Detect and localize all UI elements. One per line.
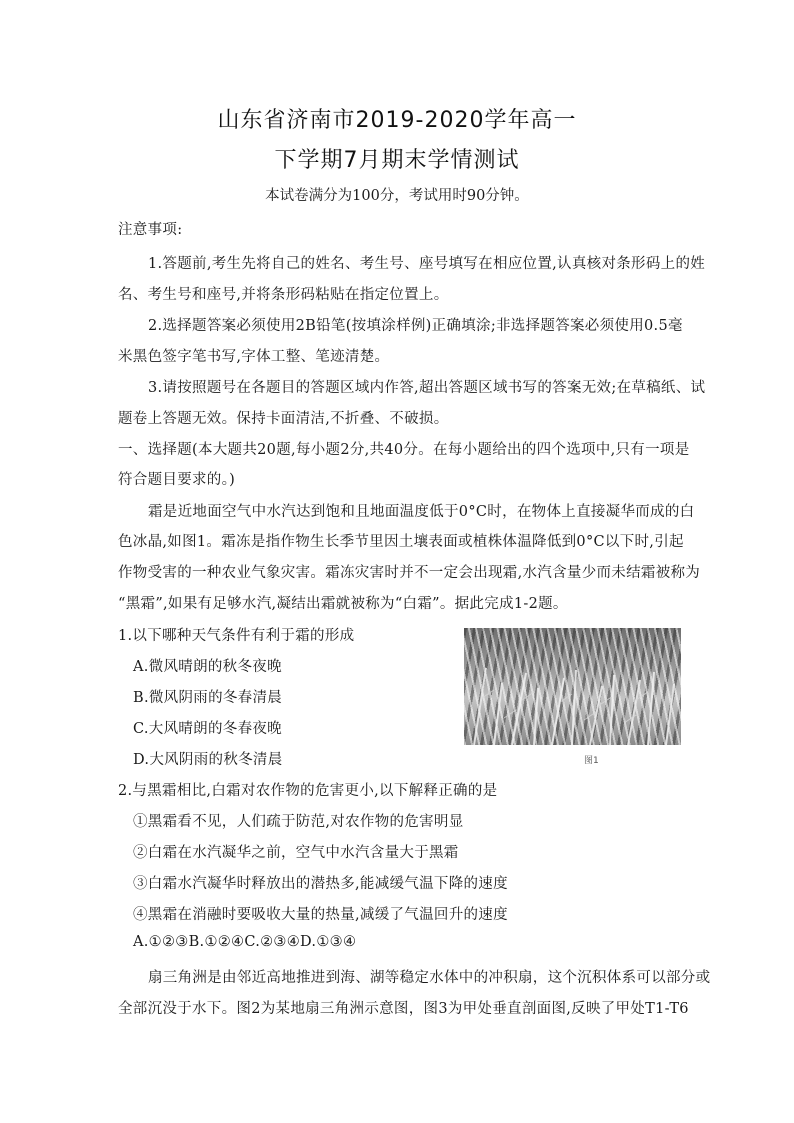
q2-statement-4: ④黑霜在消融时要吸收大量的热量,减缓了气温回升的速度 <box>133 907 508 923</box>
exam-title-line2: 下学期7月期末学情测试 <box>274 148 520 173</box>
section1-heading-line2: 符合题目要求的。) <box>118 472 236 488</box>
passage1-line4: “黑霜”,如果有足够水汽,凝结出霜就被称为“白霜”。据此完成1-2题。 <box>118 596 568 612</box>
q1-option-a: A.微风晴朗的秋冬夜晚 <box>133 659 282 675</box>
frost-photo <box>464 628 681 745</box>
q1-option-d: D.大风阴雨的秋冬清晨 <box>133 752 283 768</box>
notice-item-3-line1: 3.请按照题号在各题目的答题区域内作答,超出答题区域书写的答案无效;在草稿纸、试 <box>148 380 706 396</box>
notice-heading: 注意事项: <box>118 222 183 238</box>
passage1-line1: 霜是近地面空气中水汽达到饱和且地面温度低于0°C时，在物体上直接凝华而成的白 <box>148 504 695 520</box>
passage2-line1: 扇三角洲是由邻近高地推进到海、湖等稳定水体中的冲积扇，这个沉积体系可以部分或 <box>148 970 711 986</box>
q2-stem: 2.与黑霜相比,白霜对农作物的危害更小,以下解释正确的是 <box>118 783 498 799</box>
frost-crystals-graphic <box>464 628 681 745</box>
q2-statement-3: ③白霜水汽凝华时释放出的潜热多,能减缓气温下降的速度 <box>133 876 508 892</box>
exam-title-line1: 山东省济南市2019-2020学年高一 <box>217 108 577 133</box>
q1-option-c: C.大风晴朗的冬春夜晚 <box>133 721 282 737</box>
figure1-caption: 图1 <box>584 756 599 766</box>
q1-option-b: B.微风阴雨的冬春清晨 <box>133 690 283 706</box>
section1-heading-line1: 一、选择题(本大题共20题,每小题2分,共40分。在每小题给出的四个选项中,只有一项是 <box>118 442 690 458</box>
q2-statement-1: ①黑霜看不见，人们疏于防范,对农作物的危害明显 <box>133 814 464 830</box>
passage1-line2: 色冰晶,如图1。霜冻是指作物生长季节里因土壤表面或植株体温降低到0°C以下时,引起 <box>118 534 684 550</box>
exam-subtitle: 本试卷满分为100分，考试用时90分钟。 <box>265 188 529 204</box>
notice-item-2-line1: 2.选择题答案必须使用2B铅笔(按填涂样例)正确填涂;非选择题答案必须使用0.5毫 <box>148 318 683 334</box>
notice-item-1-line2: 名、考生号和座号,并将条形码粘贴在指定位置上。 <box>118 287 449 303</box>
notice-item-3-line2: 题卷上答题无效。保持卡面清洁,不折叠、不破损。 <box>118 411 449 427</box>
passage2-line2: 全部沉没于水下。图2为某地扇三角洲示意图，图3为甲处垂直剖面图,反映了甲处T1-T6 <box>118 1001 689 1017</box>
q1-stem: 1.以下哪种天气条件有利于霜的形成 <box>118 628 355 644</box>
passage1-line3: 作物受害的一种农业气象灾害。霜冻灾害时并不一定会出现霜,水汽含量少而未结霜被称为 <box>118 565 701 581</box>
notice-item-1-line1: 1.答题前,考生先将自己的姓名、考生号、座号填写在相应位置,认真核对条形码上的姓 <box>148 256 706 272</box>
q2-statement-2: ②白霜在水汽凝华之前，空气中水汽含量大于黑霜 <box>133 845 459 861</box>
q2-options: A.①②③B.①②④C.②③④D.①③④ <box>133 934 357 950</box>
notice-item-2-line2: 米黑色签字笔书写,字体工整、笔迹清楚。 <box>118 349 390 365</box>
